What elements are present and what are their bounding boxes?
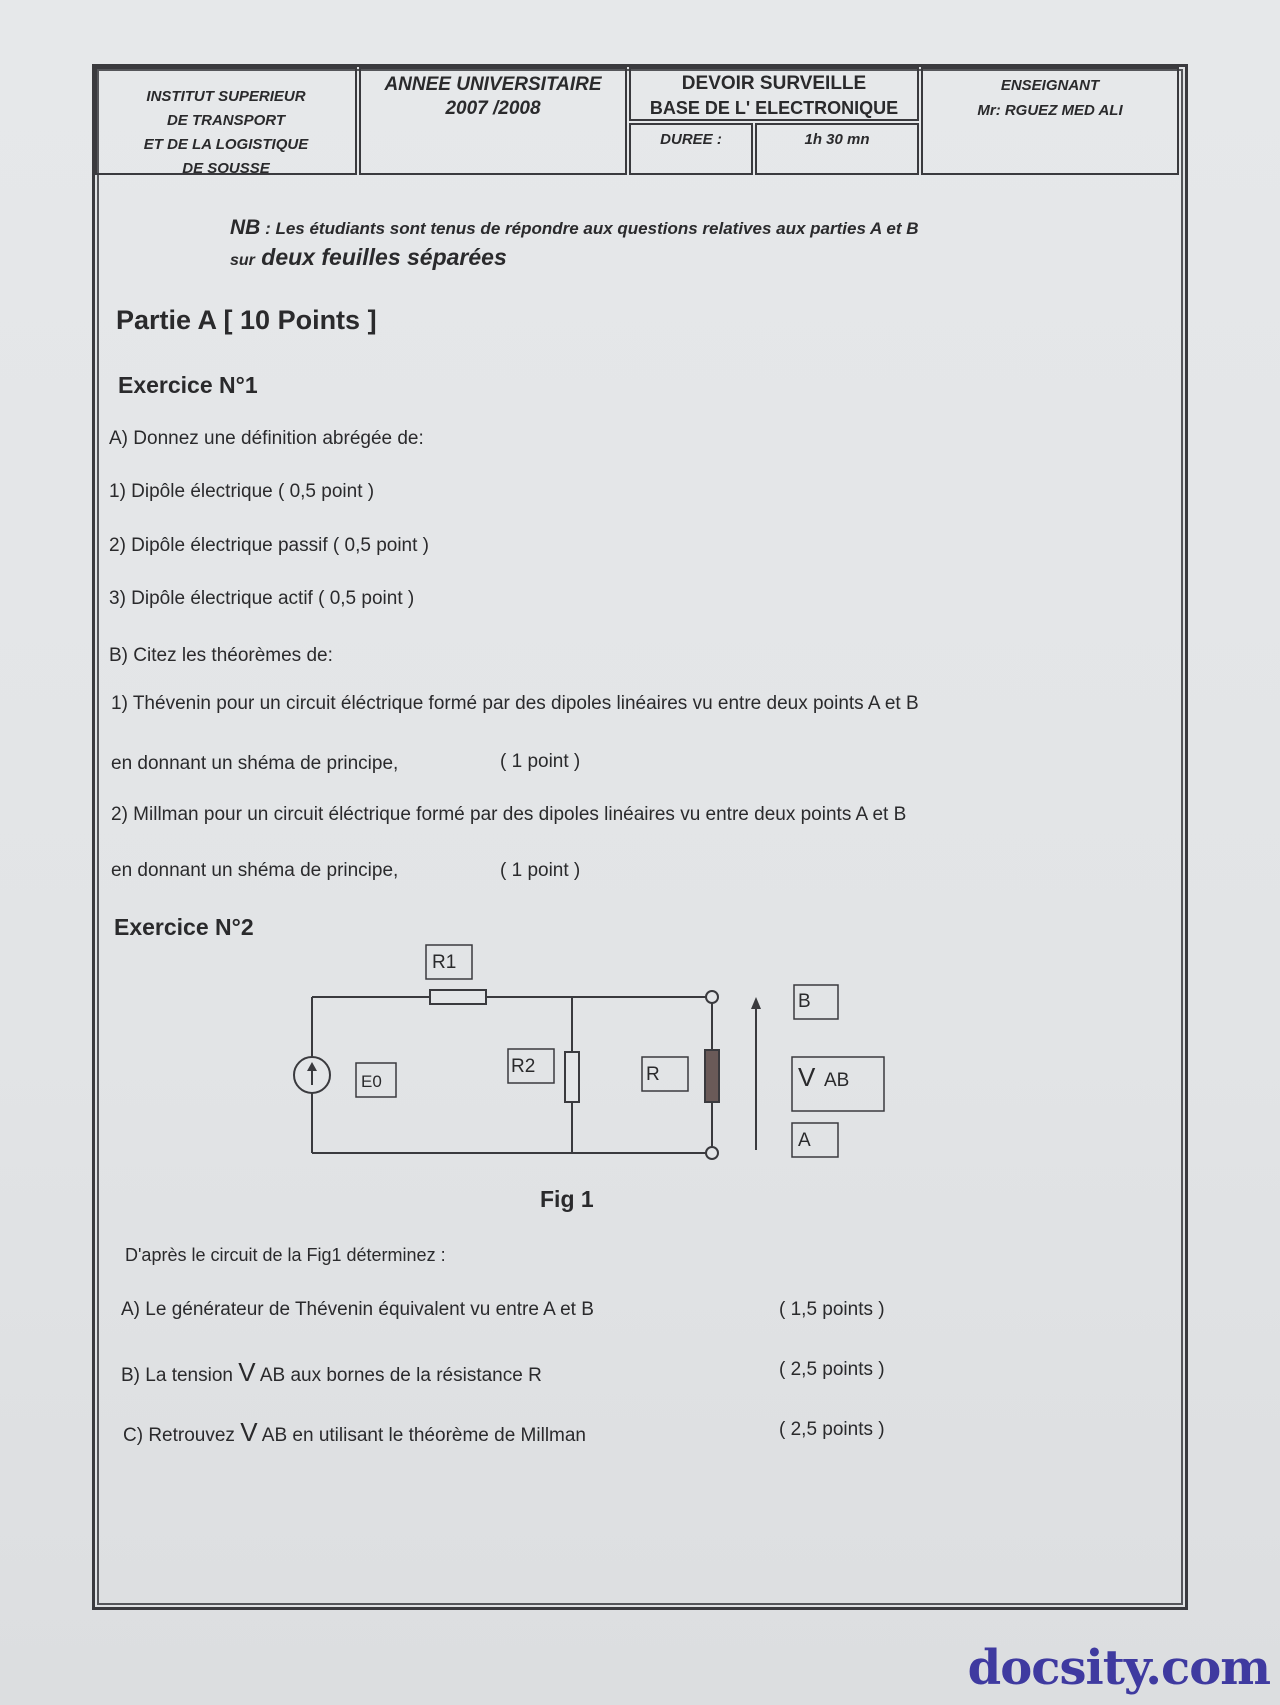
r-resistor xyxy=(705,1050,719,1102)
question-2a-points: ( 1,5 points ) xyxy=(779,1299,885,1320)
nb-line-1 xyxy=(230,216,918,240)
terminal-b xyxy=(706,991,718,1003)
r1-resistor xyxy=(430,990,486,1004)
r1-label: R1 xyxy=(432,952,457,973)
teacher-name: Mr: RGUEZ MED ALI xyxy=(977,102,1123,119)
nb-emphasis: deux feuilles séparées xyxy=(261,244,507,270)
exercise-2-intro: D'après le circuit de la Fig1 déterminez : xyxy=(125,1245,446,1265)
exam-title: DEVOIR SURVEILLE xyxy=(681,73,867,94)
q2c-post: AB en utilisant le théorème de Millman xyxy=(261,1425,586,1446)
e0-label: E0 xyxy=(361,1072,382,1091)
teacher-cell xyxy=(921,67,1179,175)
year-cell xyxy=(359,67,627,175)
q2b-v-symbol: V xyxy=(238,1357,256,1387)
question-b1: 1) Thévenin pour un circuit éléctrique formé par des dipoles linéaires vu entre deux points A et B xyxy=(111,693,919,714)
question-b1-points: ( 1 point ) xyxy=(500,751,581,772)
institute-line: INSTITUT SUPERIEUR xyxy=(146,88,306,105)
exercise-2-title: Exercice N°2 xyxy=(114,914,254,940)
institute-line: DE TRANSPORT xyxy=(166,112,286,129)
question-3: 3) Dipôle électrique actif ( 0,5 point ) xyxy=(109,588,415,609)
vab-arrow-head xyxy=(751,997,761,1009)
nb-text: : Les étudiants sont tenus de répondre aux questions relatives aux parties A et B xyxy=(265,219,919,238)
question-2c xyxy=(123,1417,586,1448)
r2-resistor xyxy=(565,1052,579,1102)
question-b2-points: ( 1 point ) xyxy=(500,860,581,881)
institute-line: ET DE LA LOGISTIQUE xyxy=(143,136,309,153)
a-label: A xyxy=(798,1130,811,1151)
r2-label: R2 xyxy=(511,1056,536,1077)
question-2b-points: ( 2,5 points ) xyxy=(779,1359,885,1380)
nb-prefix: sur xyxy=(230,252,255,269)
docsity-watermark: docsity.com xyxy=(967,1640,1270,1696)
question-2: 2) Dipôle électrique passif ( 0,5 point ) xyxy=(109,535,429,556)
question-2c-points: ( 2,5 points ) xyxy=(779,1419,885,1440)
q2b-pre: B) La tension xyxy=(121,1365,233,1386)
question-b: B) Citez les théorèmes de: xyxy=(109,645,333,666)
question-2a: A) Le générateur de Thévenin équivalent vu entre A et B xyxy=(121,1299,594,1320)
exam-subject: BASE DE L' ELECTRONIQUE xyxy=(649,98,899,118)
r-label: R xyxy=(646,1064,660,1085)
vab-label-sub: AB xyxy=(824,1070,850,1091)
year-value: 2007 /2008 xyxy=(445,98,541,119)
question-2b xyxy=(121,1357,542,1388)
circuit-diagram xyxy=(270,935,910,1175)
part-a-title: Partie A [ 10 Points ] xyxy=(116,305,377,335)
exam-header xyxy=(95,67,1179,175)
q2c-v-symbol: V xyxy=(240,1417,258,1447)
question-b1-cont: en donnant un shéma de principe, xyxy=(111,753,399,774)
institute-line: DE SOUSSE xyxy=(182,160,270,177)
exam-title-cell xyxy=(629,67,919,121)
exercise-1-title: Exercice N°1 xyxy=(118,372,258,398)
teacher-label: ENSEIGNANT xyxy=(1000,77,1100,94)
question-1: 1) Dipôle électrique ( 0,5 point ) xyxy=(109,481,375,502)
q2c-pre: C) Retrouvez xyxy=(123,1425,235,1446)
duration-value: 1h 30 mn xyxy=(755,123,919,175)
vab-label-v: V xyxy=(798,1062,816,1092)
nb-line-2 xyxy=(230,244,507,271)
terminal-a xyxy=(706,1147,718,1159)
question-b2: 2) Millman pour un circuit éléctrique formé par des dipoles linéaires vu entre deux points A et B xyxy=(111,804,907,825)
q2b-post: AB aux bornes de la résistance R xyxy=(259,1365,542,1386)
institute-cell xyxy=(95,67,357,175)
b-label: B xyxy=(798,991,811,1012)
nb-label: NB xyxy=(230,216,261,239)
year-label: ANNEE UNIVERSITAIRE xyxy=(384,74,602,95)
figure-caption: Fig 1 xyxy=(540,1186,594,1212)
duration-label: DUREE : xyxy=(629,123,753,175)
question-a: A) Donnez une définition abrégée de: xyxy=(109,428,424,449)
question-b2-cont: en donnant un shéma de principe, xyxy=(111,860,399,881)
